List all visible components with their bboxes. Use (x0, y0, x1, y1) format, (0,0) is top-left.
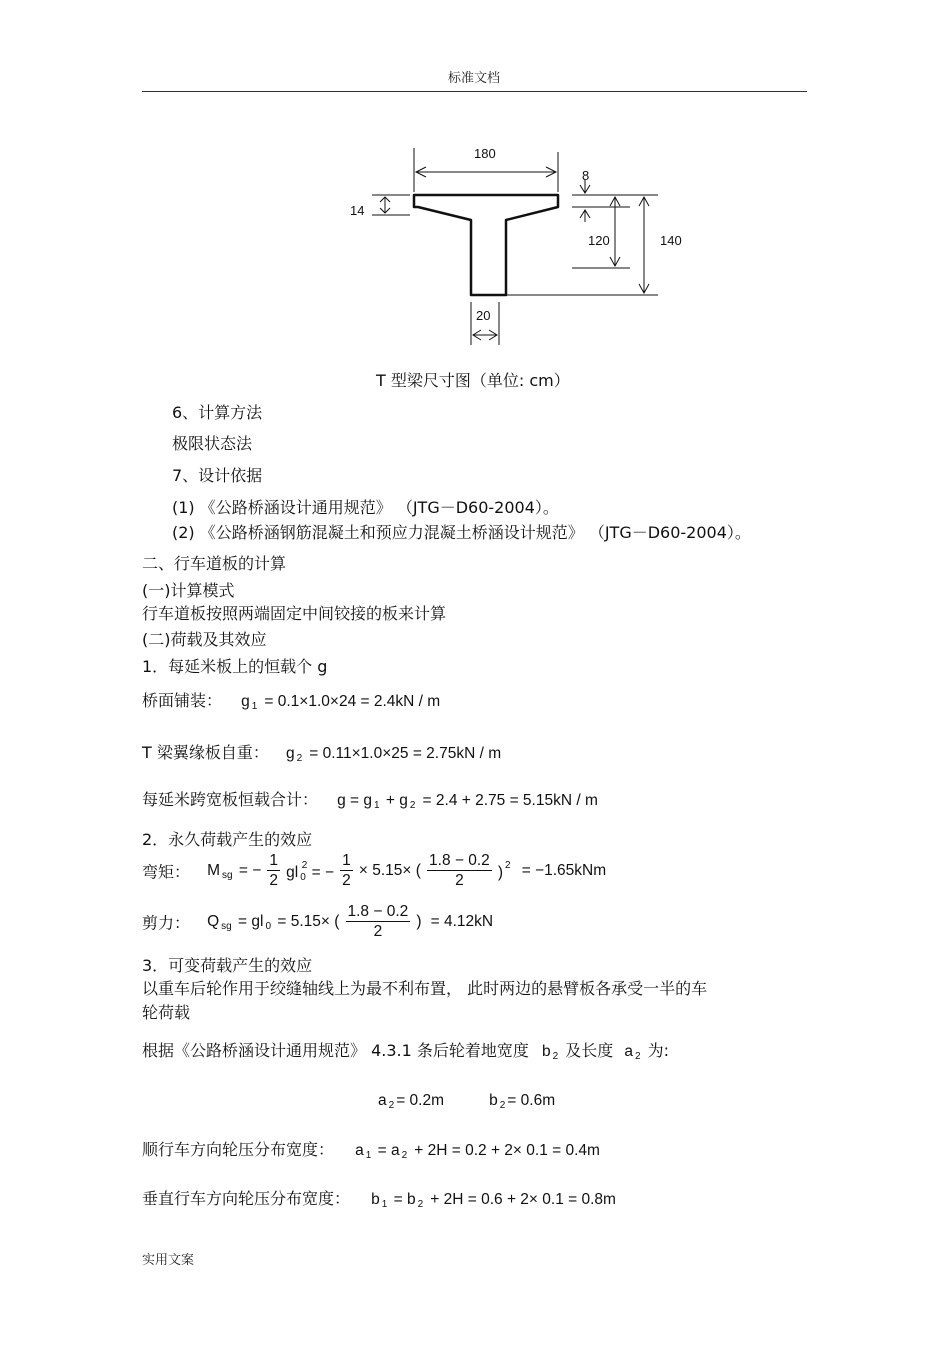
chapter-2-heading: 二、行车道板的计算 (142, 554, 287, 573)
formula-bending-moment: 弯矩： M $_{sg}$ = − $\frac{1}{2}$ gl $_0^2$ = − $\frac{1}{2}$ × 5.15× ( $\frac{1.8 - 0.2}{2}$ ) $^2$ = −1.65kNm (142, 852, 607, 889)
formula-longitudinal-width: 顺行车方向轮压分布宽度： a $_1$ = a $_2$ + 2H = 0.2 + 2× 0.1 = 0.4m (142, 1140, 600, 1161)
page-footer: 实用文案 (142, 1253, 195, 1268)
formula-deck-pavement: 桥面铺装： g $_1$ = 0.1×1.0×24 = 2.4kN / m (142, 691, 441, 712)
formula-flange-weight: T 梁翼缘板自重： g $_2$ = 0.11×1.0×25 = 2.75kN / m (142, 743, 502, 764)
page-header: 标准文档 (448, 71, 501, 86)
formula-contact-size: a $_2$ = 0.2m b $_2$ = 0.6m (378, 1092, 556, 1111)
formula-shear: 剪力： Q $_{sg}$ = gl $_0$ = 5.15× ( $\frac{1.8 - 0.2}{2}$ ) = 4.12kN (142, 903, 494, 940)
formula-dead-load-total: 每延米跨宽板恒载合计： g = g $_1$ + g $_2$ = 2.4 + 2.75 = 5.15kN / m (142, 790, 598, 811)
spec-reference-line: 根据《公路桥涵设计通用规范》 4.3.1 条后轮着地宽度 b $_2$ 及长度 a $_2$ 为: (142, 1041, 670, 1062)
part-1-body: 行车道板按照两端固定中间铰接的板来计算 (142, 604, 447, 623)
section-6-heading: 6、计算方法 (172, 403, 263, 422)
reference-2: (2) 《公路桥涵钢筋混凝土和预应力混凝土桥涵设计规范》 （JTG－D60-2004）。 (172, 523, 751, 542)
dim-flange: 14 (350, 203, 365, 218)
dim-inner-height: 120 (588, 233, 610, 248)
section-7-heading: 7、设计依据 (172, 466, 263, 485)
item-1-heading: 1．每延米板上的恒载个 g (142, 657, 328, 676)
part-1-heading: (一)计算模式 (142, 581, 235, 600)
item-3-body-line-2: 轮荷载 (142, 1003, 191, 1022)
figure-caption: T 型梁尺寸图（单位: cm） (376, 371, 570, 390)
reference-1: (1) 《公路桥涵设计通用规范》 （JTG－D60-2004）。 (172, 498, 559, 517)
item-2-heading: 2．永久荷载产生的效应 (142, 830, 313, 849)
dim-total-height: 140 (660, 233, 682, 248)
section-6-body: 极限状态法 (172, 434, 253, 453)
dim-top-slope: 8 (582, 168, 590, 183)
part-2-heading: (二)荷载及其效应 (142, 630, 267, 649)
item-3-heading: 3．可变荷载产生的效应 (142, 956, 313, 975)
dim-web: 20 (476, 308, 491, 323)
dim-top-width: 180 (474, 146, 496, 161)
header-rule (142, 91, 807, 92)
t-beam-outline (414, 195, 558, 295)
item-3-body-line-1: 以重车后轮作用于绞缝轴线上为最不利布置， 此时两边的悬臂板各承受一半的车 (142, 979, 708, 998)
t-beam-dimension-figure (330, 140, 690, 355)
formula-transverse-width: 垂直行车方向轮压分布宽度： b $_1$ = b $_2$ + 2H = 0.6 + 2× 0.1 = 0.8m (142, 1189, 616, 1210)
